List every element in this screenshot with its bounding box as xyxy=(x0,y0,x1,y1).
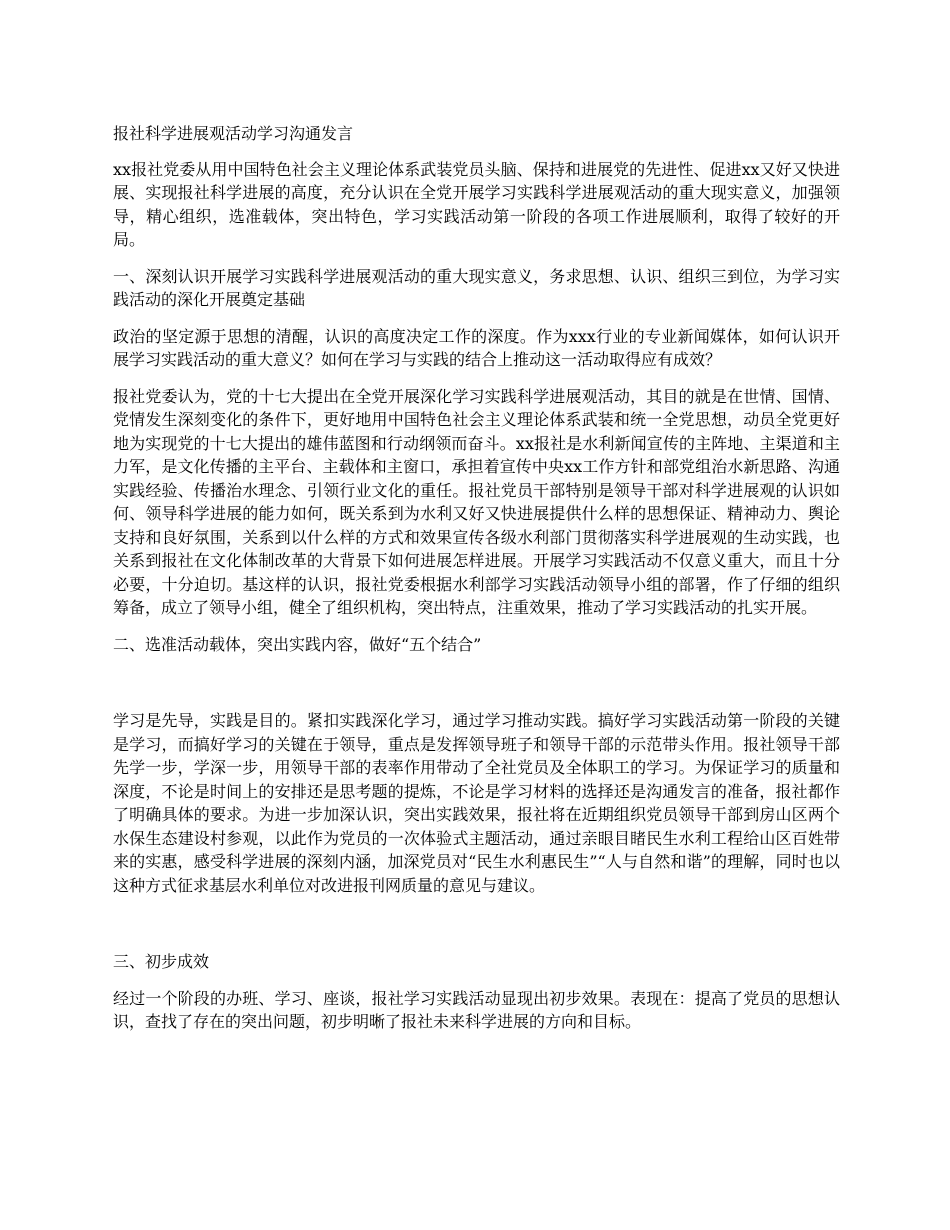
section-heading-1: 一、深刻认识开展学习实践科学进展观活动的重大现实意义，务求思想、认识、组织三到位，为学习实践活动的深化开展奠定基础 xyxy=(113,266,840,309)
body-paragraph: 报社党委认为，党的十七大提出在全党开展深化学习实践科学进展观活动，其目的就是在世情、国情、党情发生深刻变化的条件下，更好地用中国特色社会主义理论体系武装和统一全党思想，动员全党更好地为实现党的十七大提出的雄伟蓝图和行动纲领而奋斗。xx报社是水利新闻宣传的主阵地、主渠道和主力军，是文化传播的主平台、主载体和主窗口，承担着宣传中央xx工作方针和部党组治水新思路、沟通实践经验、传播治水理念、引领行业文化的重任。报社党员干部特别是领导干部对科学进展观的认识如何、领导科学进展的能力如何，既关系到为水利又好又快进展提供什么样的思想保证、精神动力、舆论支持和良好氛围，关系到以什么样的方式和效果宣传各级水利部门贯彻落实科学进展观的生动实践，也关系到报社在文化体制改革的大背景下如何进展怎样进展。开展学习实践活动不仅意义重大，而且十分必要，十分迫切。基这样的认识，报社党委根据水利部学习实践活动领导小组的部署，作了仔细的组织筹备，成立了领导小组，健全了组织机构，突出特点，注重效果，推动了学习实践活动的扎实开展。 xyxy=(113,386,840,617)
section-heading-2: 二、选准活动载体，突出实践内容，做好“五个结合” xyxy=(113,634,482,654)
blank-space xyxy=(113,669,840,709)
body-paragraph: 经过一个阶段的办班、学习、座谈，报社学习实践活动显现出初步效果。表现在：提高了党员的思想认识，查找了存在的突出问题，初步明晰了报社未来科学进展的方向和目标。 xyxy=(113,988,840,1031)
body-paragraph: 政治的坚定源于思想的清醒，认识的高度决定工作的深度。作为xxx行业的专业新闻媒体，如何认识开展学习实践活动的重大意义？如何在学习与实践的结合上推动这一活动取得应有成效？ xyxy=(113,326,840,369)
blank-space xyxy=(113,910,840,950)
intro-paragraph: xx报社党委从用中国特色社会主义理论体系武装党员头脑、保持和进展党的先进性、促进xx又好又快进展、实现报社科学进展的高度，充分认识在全党开展学习实践科学进展观活动的重大现实意义，加强领导，精心组织，选准载体，突出特色，学习实践活动第一阶段的各项工作进展顺利，取得了较好的开局。 xyxy=(113,159,840,249)
section-heading-3: 三、初步成效 xyxy=(113,952,210,971)
body-paragraph: 学习是先导，实践是目的。紧扣实践深化学习，通过学习推动实践。搞好学习实践活动第一阶段的关键是学习，而搞好学习的关键在于领导，重点是发挥领导班子和领导干部的示范带头作用。报社领导干部先学一步，学深一步，用领导干部的表率作用带动了全社党员及全体职工的学习。为保证学习的质量和深度，不论是时间上的安排还是思考题的提炼，不论是学习材料的选择还是沟通发言的准备，报社都作了明确具体的要求。为进一步加深认识，突出实践效果，报社将在近期组织党员领导干部到房山区两个水保生态建设村参观，以此作为党员的一次体验式主题活动，通过亲眼目睹民生水利工程给山区百姓带来的实惠，感受科学进展的深刻内涵，加深党员对“民生水利惠民生”“人与自然和谐”的理解，同时也以这种方式征求基层水利单位对改进报刊网质量的意见与建议。 xyxy=(113,711,840,895)
document-title: 报社科学进展观活动学习沟通发言 xyxy=(113,124,354,143)
document-body xyxy=(113,122,840,1047)
